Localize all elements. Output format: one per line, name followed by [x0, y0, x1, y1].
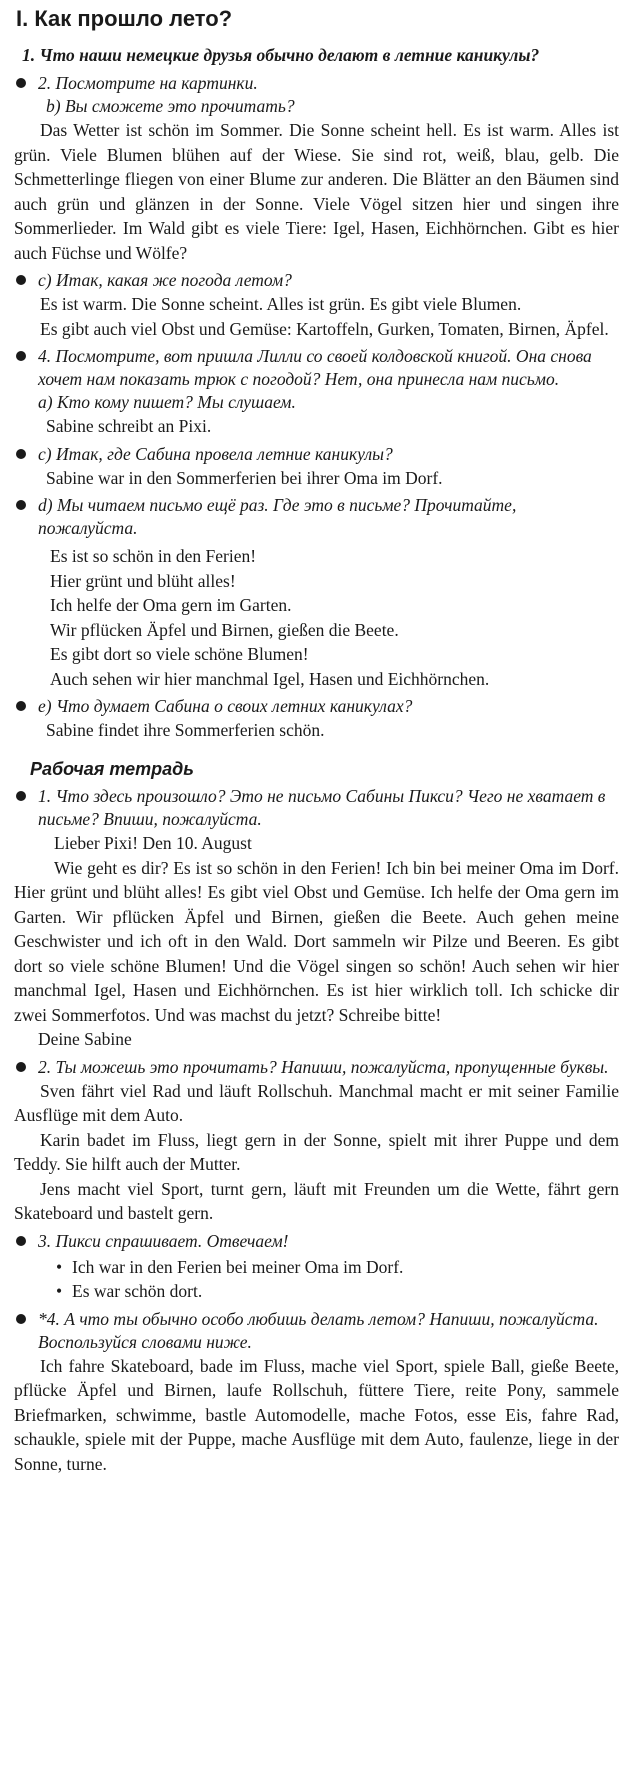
- paragraph-jens: Jens macht viel Sport, turnt gern, läuft mit Freunden um die Wette, fährt gern Skateboard und bastelt gern.: [14, 1178, 619, 1223]
- bullet-icon: [16, 500, 26, 510]
- answer-sabine-opinion: Sabine findet ihre Sommerferien schön.: [46, 720, 325, 740]
- paragraph-answer-weather: Es ist warm. Die Sonne scheint. Alles ist grün. Es gibt viele Blumen.: [40, 294, 522, 314]
- letter-line: Wir pflücken Äpfel und Birnen, gießen die Beete.: [50, 619, 399, 640]
- task-4e-text: e) Что думает Сабина о своих летних каникулах?: [38, 696, 413, 716]
- bullet-icon: [16, 1314, 26, 1324]
- task-4-line1: 4. Посмотрите, вот пришла Лилли со своей колдовской книгой. Она снова хочет нам показать трюк с погодой? Нет, она принесла нам письмо.: [38, 346, 592, 389]
- letter-line: Es gibt dort so viele schöne Blumen!: [50, 644, 309, 664]
- bullet-icon: [16, 791, 26, 801]
- workbook-task-2-text: 2. Ты можешь это прочитать? Напиши, пожалуйста, пропущенные буквы.: [38, 1056, 609, 1077]
- bullet-icon: [16, 701, 26, 711]
- task-4c: [14, 443, 619, 466]
- workbook-task-4-text: *4. А что ты обычно особо любишь делать летом? Напиши, пожалуйста. Воспользуйся словами ниже.: [38, 1308, 599, 1352]
- bullet-icon: [16, 1062, 26, 1072]
- workbook-task-1-text: 1. Что здесь произошло? Это не письмо Сабины Пикси? Чего не хватает в письме? Впиши, пожалуйста.: [38, 786, 606, 829]
- task-2c-text: с) Итак, какая же погода летом?: [38, 270, 292, 290]
- answer-where-sabine: Sabine war in den Sommerferien bei ihrer Oma im Dorf.: [46, 467, 443, 488]
- paragraph-sven: Sven fährt viel Rad und läuft Rollschuh. Manchmal macht er mit seiner Familie Ausflüge mit dem Auto.: [14, 1080, 619, 1125]
- answer-list: [56, 1255, 619, 1304]
- letter-line: Ich helfe der Oma gern im Garten.: [50, 595, 292, 615]
- workbook-task-1: [14, 785, 619, 831]
- bullet-icon: [16, 275, 26, 285]
- task-2c: [14, 269, 619, 292]
- list-item: • Ich war in den Ferien bei meiner Oma im Dorf.: [56, 1255, 619, 1280]
- letter-line: Hier grünt und blüht alles!: [50, 570, 236, 591]
- bullet-icon: [16, 351, 26, 361]
- task-4d-text: d) Мы читаем письмо ещё раз. Где это в письме? Прочитайте, пожалуйста.: [38, 495, 517, 538]
- list-item: • Es war schön dort.: [56, 1279, 619, 1304]
- letter-line: Es ist so schön in den Ferien!: [50, 546, 257, 566]
- task-4c-text: с) Итак, где Сабина провела летние каникулы?: [38, 443, 393, 464]
- workbook-task-3: [14, 1230, 619, 1253]
- task-4e: [14, 695, 619, 718]
- task-4-line2: a) Кто кому пишет? Мы слушаем.: [38, 392, 296, 412]
- task-2-line1: 2. Посмотрите на картинки.: [38, 73, 258, 93]
- page-title: I. Как прошло лето?: [16, 6, 233, 31]
- letter-body: Wie geht es dir? Es ist so schön in den Ferien! Ich bin bei meiner Oma im Dorf. Hier grünt und blüht alles! Es gibt viel Obst und Gemüse. Ich helfe der Oma gern im Garten. Wir pflücken Äpfel und Birnen, gießen die Beete. Auch gehen meine Geschwister und ich oft in den Wald. Dort sammeln wir Pilze und Beeren. Es gibt dort so viele schöne Blumen! Und die Vögel singen so schön! Auch sehen wir hier manchmal Igel, Hasen und Eichhörnchen. Es ist hier wirklich toll. Ich schicke dir zwei Sommerfotos. Und was machst du jetzt? Schreibe bitte!: [14, 857, 619, 1025]
- workbook-heading: Рабочая тетрадь: [30, 758, 194, 779]
- paragraph-summer-activities: Ich fahre Skateboard, bade im Fluss, mache viel Sport, spiele Ball, gieße Beete, pflücke Äpfel und Birnen, laufe Rollschuh, füttere Tiere, reite Pony, sammele Briefmarken, schwimme, bastle Automodelle, mache Fotos, esse Eis, fahre Rad, schaukle, spiele mit der Puppe, mache Ausflüge mit dem Auto, faulenze, liege in der Sonne, turne.: [14, 1355, 619, 1474]
- question-1: 1. Что наши немецкие друзья обычно делают в летние каникулы?: [22, 45, 540, 65]
- letter-greeting: Lieber Pixi! Den 10. August: [54, 833, 252, 853]
- task-4: [14, 345, 619, 414]
- workbook-task-2: [14, 1056, 619, 1079]
- bullet-icon: [16, 449, 26, 459]
- answer-who-writes: Sabine schreibt an Pixi.: [46, 416, 212, 436]
- bullet-icon: [16, 78, 26, 88]
- paragraph-karin: Karin badet im Fluss, liegt gern in der Sonne, spielt mit ihrer Puppe und dem Teddy. Sie hilft auch der Mutter.: [14, 1129, 619, 1174]
- task-4d: [14, 494, 619, 540]
- letter-line: Auch sehen wir hier manchmal Igel, Hasen und Eichhörnchen.: [50, 668, 490, 689]
- workbook-task-3-text: 3. Пикси спрашивает. Отвечаем!: [38, 1230, 289, 1251]
- letter-signoff: Deine Sabine: [38, 1029, 132, 1049]
- paragraph-fruit-vegetables: Es gibt auch viel Obst und Gemüse: Kartoffeln, Gurken, Tomaten, Birnen, Äpfel.: [40, 318, 609, 339]
- workbook-task-4: [14, 1308, 619, 1354]
- task-2: [14, 72, 619, 118]
- bullet-icon: [16, 1236, 26, 1246]
- paragraph-summer-weather: Das Wetter ist schön im Sommer. Die Sonne scheint hell. Es ist warm. Alles ist grün. Viele Blumen blühen auf der Wiese. Sie sind rot, weiß, blau, gelb. Die Schmetterlinge fliegen von einer Blume zur anderen. Die Blätter an den Bäumen sind auch grün und glänzen in der Sonne. Viele Vögel sitzen hier und singen ihre Sommerlieder. Im Wald gibt es viele Tiere: Igel, Hasen, Eichhörnchen. Gibt es hier auch Füchse und Wölfe?: [14, 120, 619, 263]
- task-2-line2: b) Вы сможете это прочитать?: [46, 96, 295, 116]
